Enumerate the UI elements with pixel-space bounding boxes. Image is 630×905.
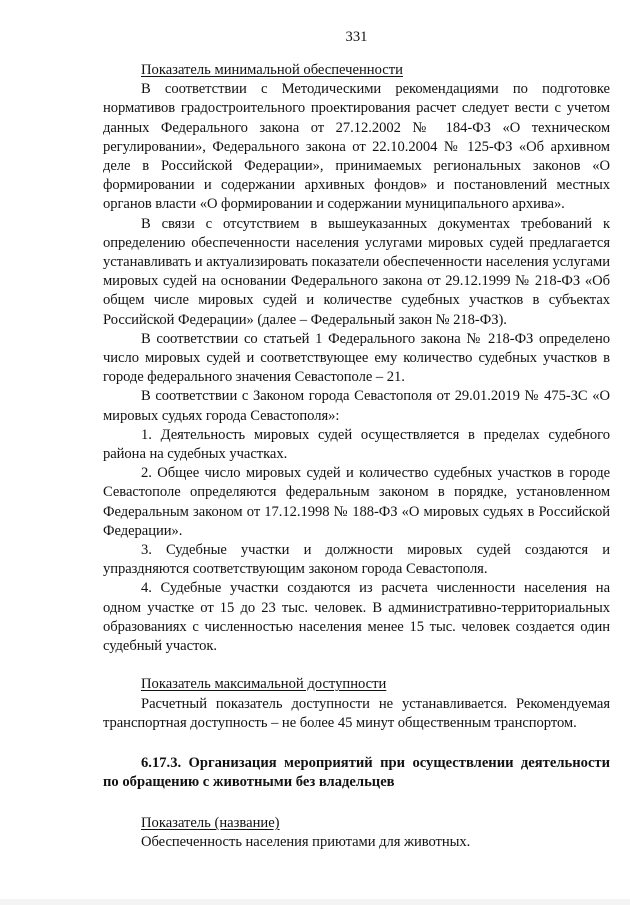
spacer — [103, 793, 610, 814]
paragraph-article-1: В соответствии со статьей 1 Федерального закона № 218-ФЗ определено число мировых судей и соответствующее ему количество судебных участков в городе федерального значения Севастополе – 21. — [103, 330, 610, 386]
document-page — [103, 28, 610, 852]
paragraph-sevastopol-law: В соответствии с Законом города Севастополя от 29.01.2019 № 475-ЗС «О мировых судьях города Севастополя»: — [103, 388, 610, 424]
spacer — [103, 656, 610, 675]
heading-min-provision: Показатель минимальной обеспеченности — [141, 62, 403, 78]
spacer — [103, 733, 610, 754]
section-title-6-17-3: 6.17.3. Организация мероприятий при осуществлении деятельности по обращению с животными без владельцев — [103, 754, 610, 791]
page-number: 331 — [345, 29, 368, 45]
heading-max-accessibility: Показатель максимальной доступности — [141, 676, 387, 693]
page-bottom-edge — [0, 899, 630, 905]
list-item-1: 1. Деятельность мировых судей осуществляется в пределах судебного района на судебных участках. — [103, 426, 610, 463]
paragraph-justice-provision: В связи с отсутствием в вышеуказанных документах требований к определению обеспеченности населения услугами мировых судей предлагается устанавливать и актуализировать показатели обеспеченности населения услугами мировых судей на основании Федерального закона от 29.12.1999 № 218-ФЗ «Об общем числе мировых судей и количестве судебных участков в субъектах Российской Федерации» (далее – Федеральный закон № 218-ФЗ). — [103, 215, 610, 328]
paragraph-shelter-provision: Обеспеченность населения приютами для животных. — [141, 834, 471, 851]
list-item-4: 4. Судебные участки создаются из расчета численности населения на одном участке от 15 до 23 тыс. человек. В административно-территориальных образованиях с численностью населения менее 15 тыс. человек создается один судебный участок. — [103, 580, 610, 655]
list-item-3: 3. Судебные участки и должности мировых судей создаются и упраздняются соответствующим законом города Севастополя. — [103, 542, 610, 578]
heading-indicator-name: Показатель (название) — [141, 814, 280, 831]
paragraph-methodical-recommendations: В соответствии с Методическими рекомендациями по подготовке нормативов градостроительного проектирования расчет следует вести с учетом данных Федерального закона от 27.12.2002 № 184-ФЗ «О техническом регулировании», Федерального закона от 22.10.2004 № 125-ФЗ «Об архивном деле в Российской Федерации», принимаемых региональных законов «О формировании и содержании архивных фондов» и постановлений местных органов власти «О формировании и содержании муниципального архива». — [103, 81, 610, 213]
paragraph-accessibility: Расчетный показатель доступности не устанавливается. Рекомендуемая транспортная доступность – не более 45 минут общественным транспортом. — [103, 695, 610, 731]
list-item-2: 2. Общее число мировых судей и количество судебных участков в городе Севастополе определяются федеральным законом в порядке, установленном Федеральным законом от 17.12.1998 № 188-ФЗ «О мировых судьях в Российской Федерации». — [103, 465, 610, 539]
